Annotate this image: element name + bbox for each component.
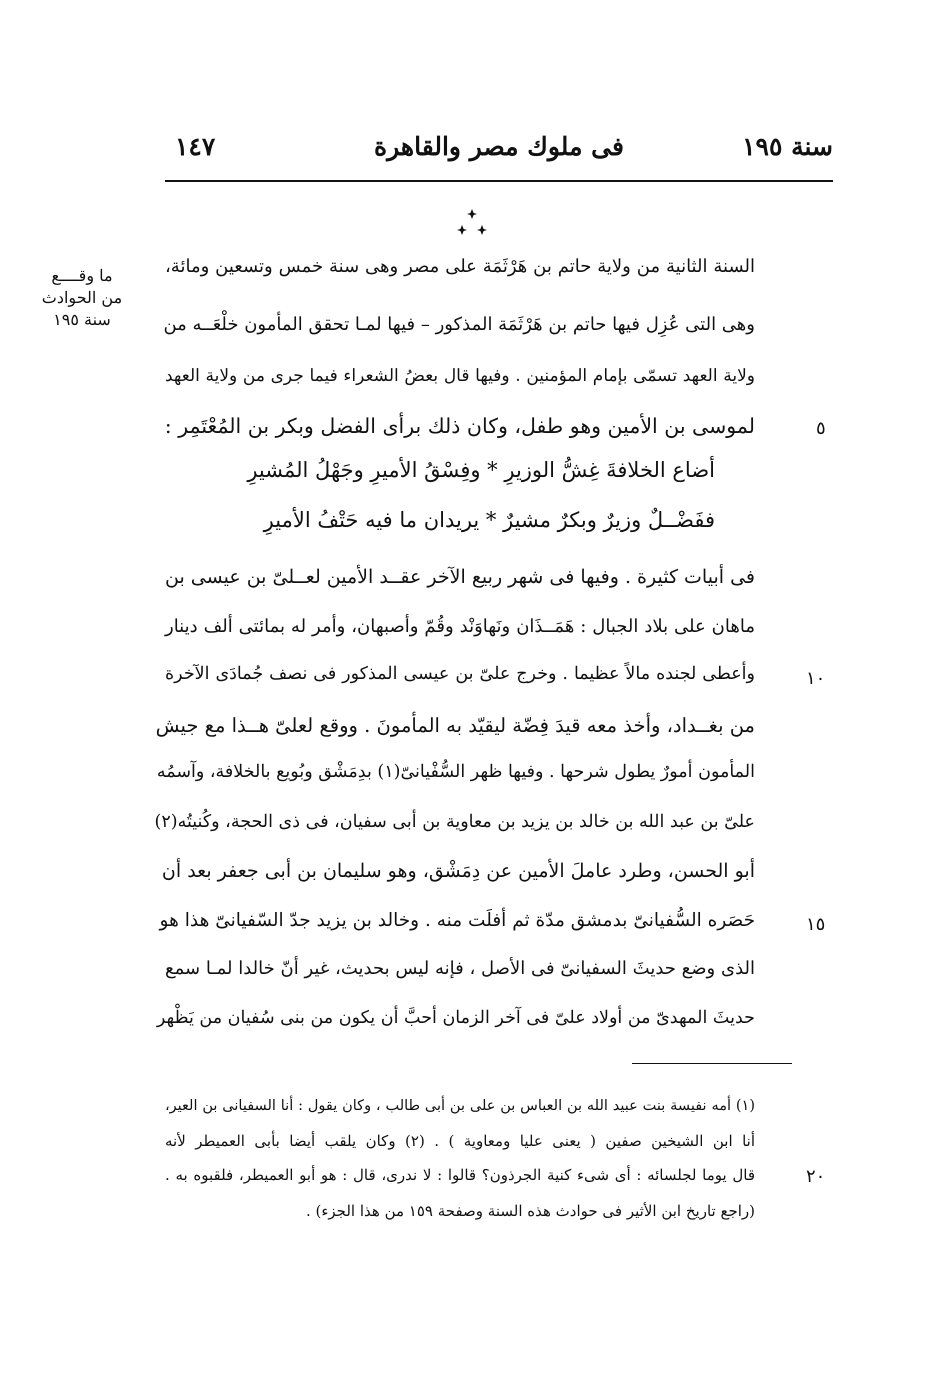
- text-line: لموسى بن الأمين وهو طفل، وكان ذلك برأى الفضل وبكر بن المُعْتَمِر :: [164, 414, 755, 438]
- text-line: حديثَ المهدىّ من أولاد علىّ فى آخر الزمان أحبَّ أن يكون من بنى سُفيان من يَظْهر: [156, 1008, 755, 1028]
- margin-note-line: من الحوادث: [41, 288, 123, 307]
- text-line: ولاية العهد تسمّى بإمام المؤمنين . وفيها قال بعضُ الشعراء فيما جرى من ولاية العهد: [165, 366, 755, 386]
- footnote-line: أنا ابن الشيخين صفين ( يعنى عليا ومعاوية ) . (٢) وكان يلقب أيضا بأبى العميطر لأنه: [165, 1132, 756, 1150]
- text-line: وهى التى عُزِل فيها حاتم بن هَرْثَمَة المذكور – فيها لمـا تحقق المأمون خلْعَــه من: [163, 314, 755, 335]
- margin-note: [27, 265, 137, 331]
- text-line: من بغــداد، وأخذ معه قيدَ فِضّة ليقيّد به المأمونَ . ووقع لعلىّ هــذا مع جيش: [155, 714, 755, 737]
- text-line: وأعطى لجنده مالاً عظيما . وخرج علىّ بن عيسى المذكور فى نصف جُمادَى الآخرة: [165, 664, 755, 684]
- line-number: ١٠: [806, 668, 826, 689]
- running-year: سنة ١٩٥: [742, 132, 833, 161]
- running-title: فى ملوك مصر والقاهرة: [374, 132, 624, 161]
- header-rule: [165, 180, 833, 182]
- line-number: ١٥: [806, 914, 826, 935]
- page-number: ١٤٧: [175, 132, 216, 161]
- text-line: ماهان على بلاد الجبال : هَمَــذَان ونَهاوَنْد وقُمّ وأصبهان، وأمر له بمائتى ألف دينار: [165, 616, 755, 637]
- ornament-icon: [452, 207, 492, 239]
- margin-note-line: سنة ١٩٥: [53, 310, 111, 329]
- verse-line: أضاع الخلافةَ غِشُّ الوزيرِ * وفِسْقُ الأميرِ وجَهْلُ المُشيرِ: [247, 458, 715, 482]
- line-number: ٥: [816, 418, 826, 439]
- line-number: ٢٠: [806, 1166, 826, 1187]
- text-line: أبو الحسن، وطرد عاملَ الأمين عن دِمَشْق، وهو سليمان بن أبى جعفر بعد أن: [161, 860, 755, 882]
- footnote-line: (١) أمه نفيسة بنت عبيد الله بن العباس بن على بن أبى طالب ، وكان يقول : أنا السفيانى بن العير،: [165, 1098, 755, 1114]
- footnote-line: قال يوما لجلسائه : أى شىء كنية الجرذون؟ قالوا : لا ندرى، قال : هو أبو العميطر، فلقبوه به .: [165, 1166, 755, 1184]
- text-line: السنة الثانية من ولاية حاتم بن هَرْثَمَة على مصر وهى سنة خمس وتسعين ومائة،: [165, 256, 755, 277]
- margin-note-line: ما وقــــع: [51, 266, 113, 285]
- footnote-rule: [632, 1063, 792, 1064]
- text-line: الذى وضع حديثَ السفيانىّ فى الأصل ، فإنه ليس بحديث، غير أنّ خالدا لمـا سمع: [165, 958, 755, 979]
- text-line: حَصَره السُّفيانىّ بدمشق مدّة ثم أفلَت منه . وخالد بن يزيد جدّ السّفيانىّ هذا هو: [159, 910, 755, 931]
- text-line: علىّ بن عبد الله بن خالد بن يزيد بن معاوية بن أبى سفيان، فى ذى الحجة، وكُنيتُه(٢): [154, 812, 755, 832]
- text-line: المأمون أمورٌ يطول شرحها . وفيها ظهر السُّفْيانىّ(١) بدِمَشْق وبُويع بالخلافة، وآسمُه: [156, 762, 755, 782]
- page-header: [165, 132, 833, 172]
- verse-line: ففَضْــلٌ وزيرٌ وبكرٌ مشيرٌ * يريدان ما فيه حَتْفُ الأميرِ: [263, 508, 715, 532]
- text-line: فى أبيات كثيرة . وفيها فى شهر ربيع الآخر عقــد الأمين لعــلىّ بن عيسى بن: [165, 566, 755, 588]
- footnote-line: (راجع تاريخ ابن الأثير فى حوادث هذه السنة وصفحة ١٥٩ من هذا الجزء) .: [305, 1202, 755, 1220]
